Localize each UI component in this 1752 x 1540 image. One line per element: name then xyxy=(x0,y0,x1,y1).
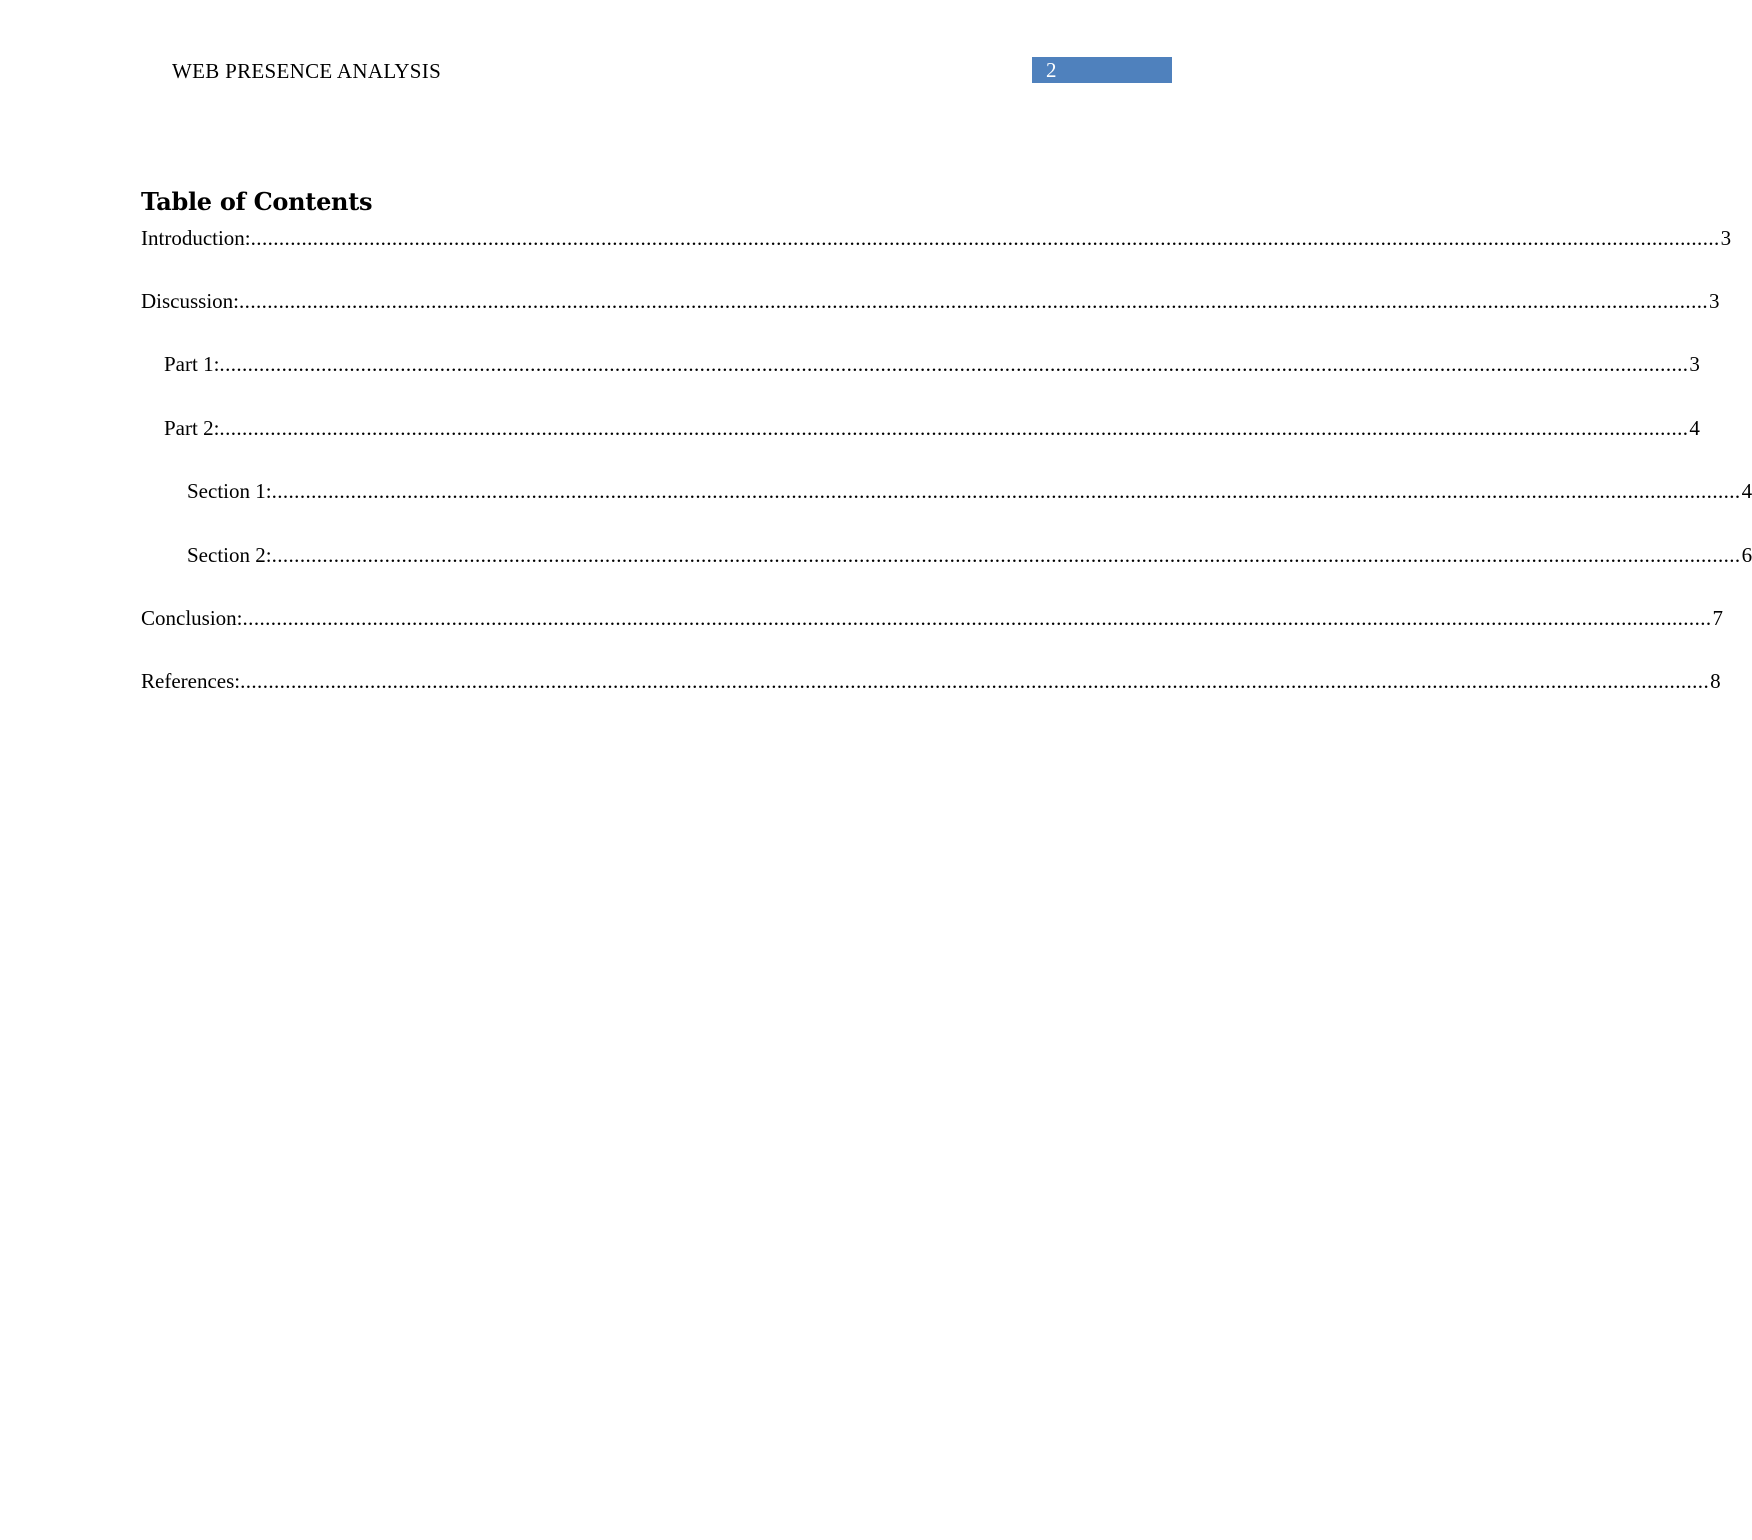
toc-entry-section-2[interactable] xyxy=(141,541,1752,569)
toc-dot-leader: .................................................................................................................................................................................................................................................................... xyxy=(242,606,1712,630)
toc-entry-page: 4 xyxy=(1689,416,1700,440)
toc-entry-page: 6 xyxy=(1741,543,1752,567)
toc-entry-label: Part 2: xyxy=(164,416,220,440)
toc-entry-introduction[interactable] xyxy=(141,224,1732,252)
toc-entry-label: Section 1: xyxy=(187,479,272,503)
page-number: 2 xyxy=(1046,58,1057,82)
toc-dot-leader: .................................................................................................................................................................................................................................................................... xyxy=(240,669,1710,693)
toc-dot-leader: .................................................................................................................................................................................................................................................................... xyxy=(250,226,1720,250)
toc-dot-leader: .................................................................................................................................................................................................................................................................... xyxy=(219,352,1689,376)
toc-entry-label: References: xyxy=(141,669,241,693)
toc-entry-label: Discussion: xyxy=(141,289,240,313)
toc-entry-page: 3 xyxy=(1709,289,1720,313)
toc-entry-part-1[interactable] xyxy=(141,350,1700,378)
toc-dot-leader: .................................................................................................................................................................................................................................................................... xyxy=(219,416,1689,440)
toc-entry-section-1[interactable] xyxy=(141,477,1752,505)
table-of-contents xyxy=(141,183,1752,693)
running-header-title: WEB PRESENCE ANALYSIS xyxy=(172,59,442,83)
toc-entry-conclusion[interactable] xyxy=(141,604,1724,632)
toc-entry-discussion[interactable] xyxy=(141,287,1720,315)
toc-entry-page: 3 xyxy=(1689,352,1700,376)
toc-entry-page: 8 xyxy=(1710,669,1721,693)
toc-entry-label: Part 1: xyxy=(164,352,220,376)
toc-dot-leader: .................................................................................................................................................................................................................................................................... xyxy=(271,479,1741,503)
toc-entry-page: 4 xyxy=(1741,479,1752,503)
toc-dot-leader: .................................................................................................................................................................................................................................................................... xyxy=(239,289,1709,313)
toc-entry-label: Introduction: xyxy=(141,226,251,250)
toc-entry-references[interactable] xyxy=(141,667,1721,695)
toc-title: Table of Contents xyxy=(141,187,373,216)
toc-entry-page: 7 xyxy=(1712,606,1724,630)
toc-entry-label: Conclusion: xyxy=(141,606,243,630)
toc-entry-part-2[interactable] xyxy=(141,414,1700,442)
toc-dot-leader: .................................................................................................................................................................................................................................................................... xyxy=(271,543,1741,567)
page-number-box xyxy=(1032,57,1172,83)
toc-entry-page: 3 xyxy=(1720,226,1732,250)
toc-entry-label: Section 2: xyxy=(187,543,272,567)
